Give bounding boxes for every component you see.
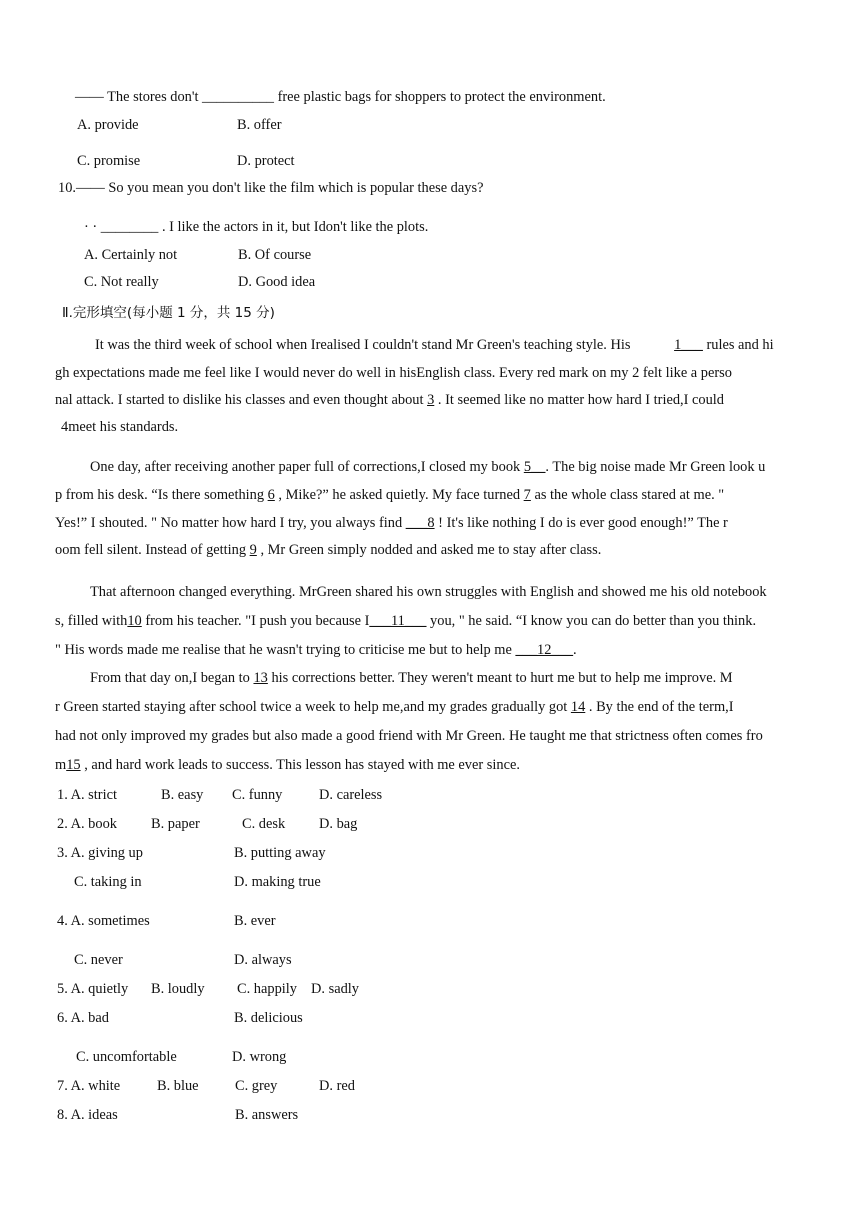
passage-line: r Green started staying after school twice a week to help me,and my grades gradually got 14 . By the end of the term,I [55, 699, 734, 715]
q10-option-d: D. Good idea [238, 274, 316, 290]
blank: 15 [66, 757, 81, 773]
passage-line: It was the third week of school when Irealised I couldn't stand Mr Green's teaching style. His 1___ rules and hi [95, 337, 774, 353]
option-5-b: B. loudly [151, 981, 205, 997]
option-3-a: 3. A. giving up [57, 845, 143, 861]
blank: 10 [127, 613, 142, 629]
q9-option-b: B. offer [237, 117, 282, 133]
q9-option-c: C. promise [77, 153, 141, 169]
passage-line: nal attack. I started to dislike his classes and even thought about 3 . It seemed like no matter how hard I tried,I could [55, 392, 724, 408]
option-7-b: B. blue [157, 1078, 199, 1094]
option-6-a: 6. A. bad [57, 1010, 109, 1026]
option-7-d: D. red [319, 1078, 355, 1094]
option-6-b: B. delicious [234, 1010, 303, 1026]
blank: 1___ [674, 337, 703, 353]
option-7-a: 7. A. white [57, 1078, 121, 1094]
option-1-b: B. easy [161, 787, 204, 803]
passage-line: oom fell silent. Instead of getting 9 , Mr Green simply nodded and asked me to stay after class. [55, 542, 602, 558]
option-7-c: C. grey [235, 1078, 278, 1094]
passage-line: m15 , and hard work leads to success. This lesson has stayed with me ever since. [55, 757, 520, 773]
blank: ___12___ [515, 642, 574, 658]
blank: 3 [427, 392, 435, 408]
option-2-d: D. bag [319, 816, 358, 832]
blank: ___8 [405, 515, 435, 531]
option-4-c: C. never [74, 952, 123, 968]
option-2-b: B. paper [151, 816, 200, 832]
option-4-a: 4. A. sometimes [57, 913, 150, 929]
option-5-d: D. sadly [311, 981, 359, 997]
option-3-b: B. putting away [234, 845, 326, 861]
q10-answer-line: · · ________ . I like the actors in it, but Idon't like the plots. [84, 219, 429, 235]
blank: 6 [267, 487, 275, 503]
section-heading: Ⅱ.完形填空(每小题 1 分，共 15 分) [62, 305, 275, 321]
option-3-c: C. taking in [74, 874, 142, 890]
blank: 7 [523, 487, 531, 503]
q9-stem: —— The stores don't __________ free plastic bags for shoppers to protect the environment. [75, 89, 606, 105]
q9-option-d: D. protect [237, 153, 295, 169]
option-6-d: D. wrong [232, 1049, 287, 1065]
q9-option-a: A. provide [77, 117, 139, 133]
option-1-a: 1. A. strict [57, 787, 117, 803]
blank: ___11___ [369, 613, 427, 629]
passage-line: gh expectations made me feel like I would never do well in hisEnglish class. Every red mark on my 2 felt like a perso [55, 365, 732, 381]
option-1-c: C. funny [232, 787, 283, 803]
option-4-d: D. always [234, 952, 292, 968]
option-4-b: B. ever [234, 913, 276, 929]
blank: 13 [253, 670, 268, 686]
option-6-c: C. uncomfortable [76, 1049, 177, 1065]
option-1-d: D. careless [319, 787, 383, 803]
passage-line: From that day on,I began to 13 his corrections better. They weren't meant to hurt me but to help me improve. M [90, 670, 733, 686]
q10-stem: 10.—— So you mean you don't like the film which is popular these days? [58, 180, 484, 196]
passage-line: That afternoon changed everything. MrGreen shared his own struggles with English and showed me his old notebook [90, 584, 767, 600]
option-5-a: 5. A. quietly [57, 981, 129, 997]
passage-line: One day, after receiving another paper full of corrections,I closed my book 5__. The big noise made Mr Green look u [90, 459, 766, 475]
option-2-a: 2. A. book [57, 816, 117, 832]
passage-line: p from his desk. “Is there something 6 , Mike?” he asked quietly. My face turned 7 as the whole class stared at me. " [55, 487, 725, 503]
passage-line: Yes!” I shouted. " No matter how hard I try, you always find ___8 ! It's like nothing I do is ever good enough!” The r [55, 515, 728, 531]
blank: 5__ [523, 459, 546, 475]
passage-line: " His words made me realise that he wasn't trying to criticise me but to help me ___12___. [55, 642, 577, 658]
q10-option-a: A. Certainly not [84, 247, 178, 263]
passage-line: had not only improved my grades but also made a good friend with Mr Green. He taught me that strictness often comes fro [55, 728, 763, 744]
option-8-a: 8. A. ideas [57, 1107, 118, 1123]
option-8-b: B. answers [235, 1107, 299, 1123]
passage-line: s, filled with10 from his teacher. "I push you because I___11___ you, " he said. “I know you can do better than you think. [55, 613, 757, 629]
option-3-d: D. making true [234, 874, 321, 890]
q10-option-c: C. Not really [84, 274, 159, 290]
q10-option-b: B. Of course [238, 247, 312, 263]
passage-line: 4meet his standards. [61, 419, 179, 435]
blank: 9 [249, 542, 257, 558]
option-2-c: C. desk [242, 816, 286, 832]
option-5-c: C. happily [237, 981, 297, 997]
blank: 14 [570, 699, 586, 715]
